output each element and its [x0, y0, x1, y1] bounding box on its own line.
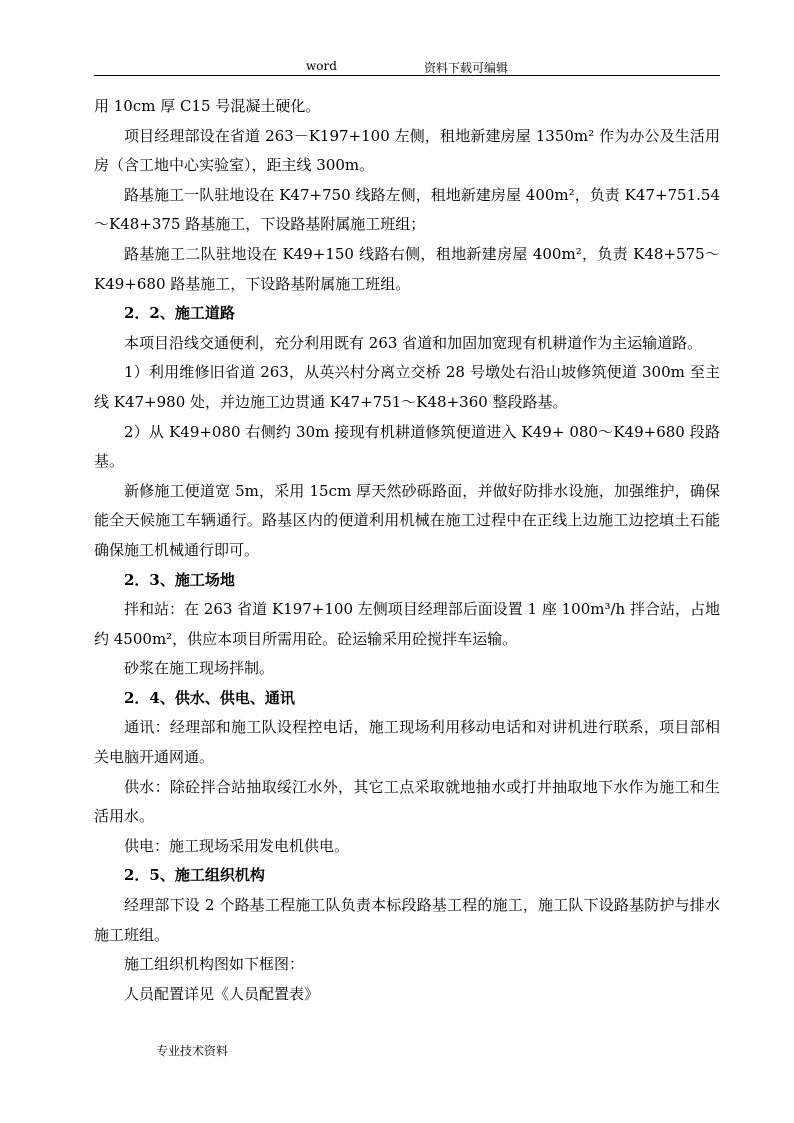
- paragraph: 人员配置详见《人员配置表》: [124, 984, 320, 1003]
- header-right: 资料下载可编辑: [424, 61, 509, 75]
- page-header: [94, 57, 720, 76]
- section-heading: 2．3、施工场地: [124, 570, 235, 589]
- paragraph: 通讯：经理部和施工队设程控电话，施工现场利用移动电话和对讲机进行联系，项目部相关电脑开通网通。: [94, 718, 720, 767]
- paragraph: 1）利用维修旧省道 263，从英兴村分离立交桥 28 号墩处右沿山坡修筑便道 300m 至主线 K47+980 处，并边施工边贯通 K47+751～K48+360 整段路基。: [94, 363, 720, 411]
- paragraph: 经理部下设 2 个路基工程施工队负责本标段路基工程的施工，施工队下设路基防护与排水施工班组。: [94, 896, 720, 944]
- page-footer: 专业技术资料: [156, 1044, 229, 1058]
- paragraph: 施工组织机构图如下框图：: [124, 955, 305, 974]
- paragraph: 路基施工二队驻地设在 K49+150 线路右侧，租地新建房屋 400m²，负责 K48+575～K49+680 路基施工，下设路基附属施工班组。: [94, 244, 720, 293]
- paragraph: 拌和站：在 263 省道 K197+100 左侧项目经理部后面设置 1 座 100m³/h 拌合站，占地约 4500m²，供应本项目所需用砼。砼运输采用砼搅拌车运输。: [94, 600, 720, 648]
- paragraph: 项目经理部设在省道 263－K197+100 左侧，租地新建房屋 1350m² 作为办公及生活用房（含工地中心实验室），距主线 300m。: [94, 126, 720, 175]
- paragraph: 本项目沿线交通便利，充分利用既有 263 省道和加固加宽现有机耕道作为主运输道路。: [124, 333, 703, 352]
- paragraph: 路基施工一队驻地设在 K47+750 线路左侧，租地新建房屋 400m²，负责 K47+751.54～K48+375 路基施工，下设路基附属施工班组；: [94, 185, 720, 234]
- paragraph: 用 10cm 厚 C15 号混凝土硬化。: [94, 97, 321, 115]
- document-body: [94, 92, 720, 1009]
- section-heading: 2．2、施工道路: [124, 304, 235, 323]
- paragraph: 新修施工便道宽 5m，采用 15cm 厚天然砂砾路面，并做好防排水设施，加强维护，确保能全天候施工车辆通行。路基区内的便道利用机械在施工过程中在正线上边施工边挖填土石能确保施工机械通行即可。: [94, 481, 720, 559]
- paragraph: 供电：施工现场采用发电机供电。: [124, 836, 350, 855]
- section-heading: 2．4、供水、供电、通讯: [124, 688, 295, 707]
- paragraph: 2）从 K49+080 右侧约 30m 接现有机耕道修筑便道进入 K49+ 080～K49+680 段路基。: [94, 422, 720, 471]
- section-heading: 2．5、施工组织机构: [124, 866, 265, 885]
- paragraph: 砂浆在施工现场拌制。: [124, 659, 275, 678]
- header-left: word: [306, 59, 337, 73]
- paragraph: 供水：除砼拌合站抽取绥江水外，其它工点采取就地抽水或打井抽取地下水作为施工和生活用水。: [94, 777, 720, 826]
